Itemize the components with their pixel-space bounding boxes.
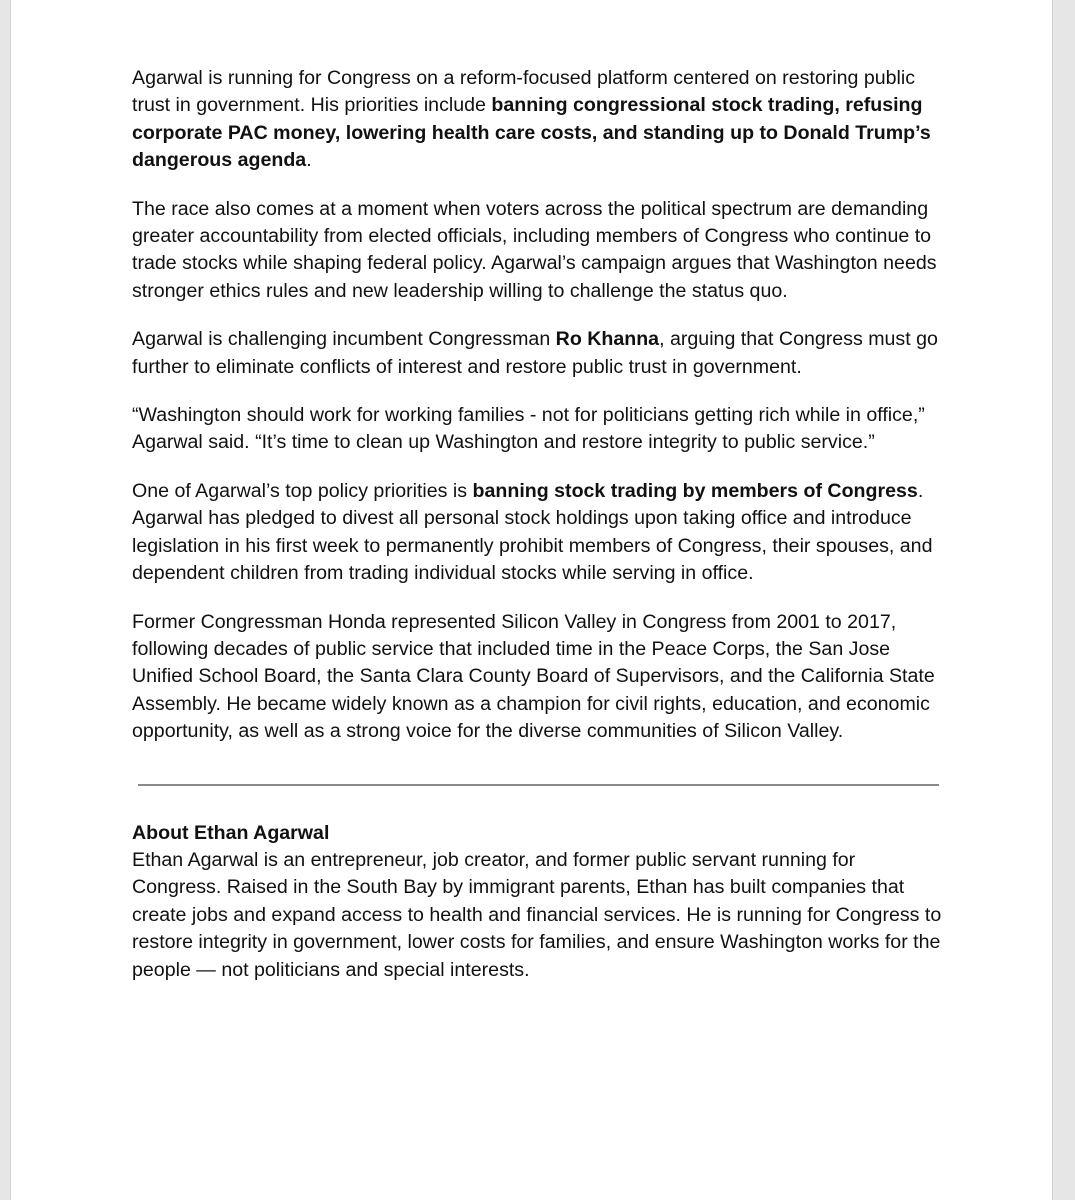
paragraph-accountability xyxy=(132,196,947,306)
about-text: Ethan Agarwal is an entrepreneur, job creator, and former public servant running for Congress. Raised in the South Bay by immigrant parents, Ethan has built companies that create jobs and expand access to health and financial services. He is running for Congress to restore integrity in government, lower costs for families, and ensure Washington works for the people — not politicians and special interests. xyxy=(132,848,942,981)
about-heading: About Ethan Agarwal xyxy=(132,821,330,844)
honda-text: Former Congressman Honda represented Silicon Valley in Congress from 2001 to 2017, following decades of public service that included time in the Peace Corps, the San Jose Unified School Board, the Santa Clara County Board of Supervisors, and the California State Assembly. He became widely known as a champion for civil rights, education, and economic opportunity, as well as a strong voice for the diverse communities of Silicon Valley. xyxy=(132,610,935,743)
stock-ban-bold: banning stock trading by members of Congress xyxy=(472,479,918,502)
quote-text: “Washington should work for working families - not for politicians getting rich while in office,” Agarwal said. “It’s time to clean up Washington and restore integrity to public service.” xyxy=(132,404,925,454)
platform-priorities-bold: banning congressional stock trading, refusing corporate PAC money, lowering health care costs, and standing up to Donald Trump’s dangerous agenda xyxy=(132,94,931,172)
section-divider xyxy=(138,784,939,786)
accountability-text: The race also comes at a moment when voters across the political spectrum are demanding greater accountability from elected officials, including members of Congress who continue to trade stocks while shaping federal policy. Agarwal’s campaign argues that Washington needs stronger ethics rules and new leadership willing to challenge the status quo. xyxy=(132,197,937,302)
paragraph-challenger xyxy=(132,326,947,381)
paragraph-platform xyxy=(132,65,947,175)
document-body xyxy=(132,65,947,984)
incumbent-name-bold: Ro Khanna xyxy=(555,328,660,351)
challenger-text-1: Agarwal is challenging incumbent Congressman xyxy=(132,328,556,351)
platform-text-1: Agarwal is running for Congress on a reform-focused platform centered on restoring public trust in government. His priorities include xyxy=(132,67,916,117)
document-page xyxy=(10,0,1053,1200)
paragraph-honda xyxy=(132,609,947,746)
stock-ban-text-2: . Agarwal has pledged to divest all personal stock holdings upon taking office and introduce legislation in his first week to permanently prohibit members of Congress, their spouses, and dependent children from trading individual stocks while serving in office. xyxy=(132,479,933,585)
stock-ban-text-1: One of Agarwal’s top policy priorities is xyxy=(132,479,473,502)
challenger-text-2: , arguing that Congress must go further to eliminate conflicts of interest and restore public trust in government. xyxy=(132,328,938,378)
paragraph-stock-ban xyxy=(132,478,947,588)
paragraph-quote xyxy=(132,402,947,457)
platform-text-2: . xyxy=(306,149,312,172)
